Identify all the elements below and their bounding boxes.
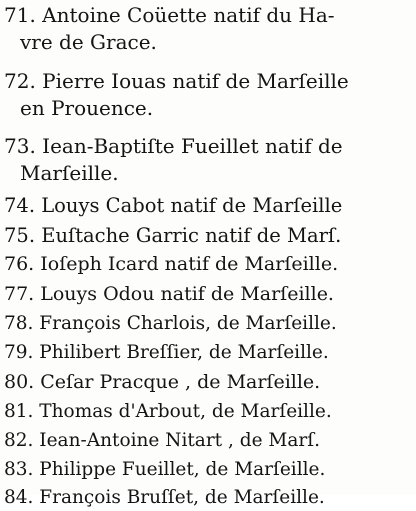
entry-line: 79. Philibert Breſſier, de Marſeille.	[4, 342, 329, 363]
entry-line: 80. Ceſar Pracque , de Marſeille.	[4, 371, 321, 393]
entry-81	[0, 398, 416, 425]
entry-line: 71. Antoine Coüette natif du Ha-	[4, 3, 335, 27]
entry-continuation-line: en Prouence.	[20, 96, 154, 120]
entry-74	[0, 192, 416, 219]
entry-72	[0, 68, 416, 122]
entry-line: 81. Thomas d'Arbout, de Marſeille.	[4, 401, 332, 422]
entry-75	[0, 222, 416, 249]
entry-line: 75. Euſtache Garric natif de Marſ.	[4, 224, 342, 247]
entry-82	[0, 427, 416, 454]
entry-continuation-line: vre de Grace.	[20, 30, 157, 54]
entry-84	[0, 484, 416, 511]
entry-line: 77. Louys Odou natif de Marſeille.	[4, 283, 334, 305]
entry-line: 83. Philippe Fueillet, de Marſeille.	[4, 459, 326, 480]
entry-line: 84. François Bruſſet, de Marſeille.	[4, 487, 325, 508]
entry-line: 82. Iean-Antoine Nitart , de Marſ.	[4, 430, 320, 451]
entry-line: 74. Louys Cabot natif de Marſeille	[4, 194, 343, 217]
entry-80	[0, 369, 416, 396]
entry-78	[0, 310, 416, 337]
entry-line: 76. Ioſeph Icard natif de Marſeille.	[4, 253, 339, 275]
entry-76	[0, 251, 416, 278]
entry-79	[0, 339, 416, 366]
entry-line: 78. François Charlois, de Marſeille.	[4, 313, 337, 334]
entry-line: 72. Pierre Iouas natif de Marſeille	[4, 69, 349, 93]
entry-77	[0, 281, 416, 308]
entry-71	[0, 2, 416, 56]
entry-83	[0, 456, 416, 483]
entry-continuation-line: Marſeille.	[20, 161, 119, 185]
entry-line: 73. Iean-Baptiſte Fueillet natif de	[4, 134, 343, 158]
entry-73	[0, 133, 416, 187]
